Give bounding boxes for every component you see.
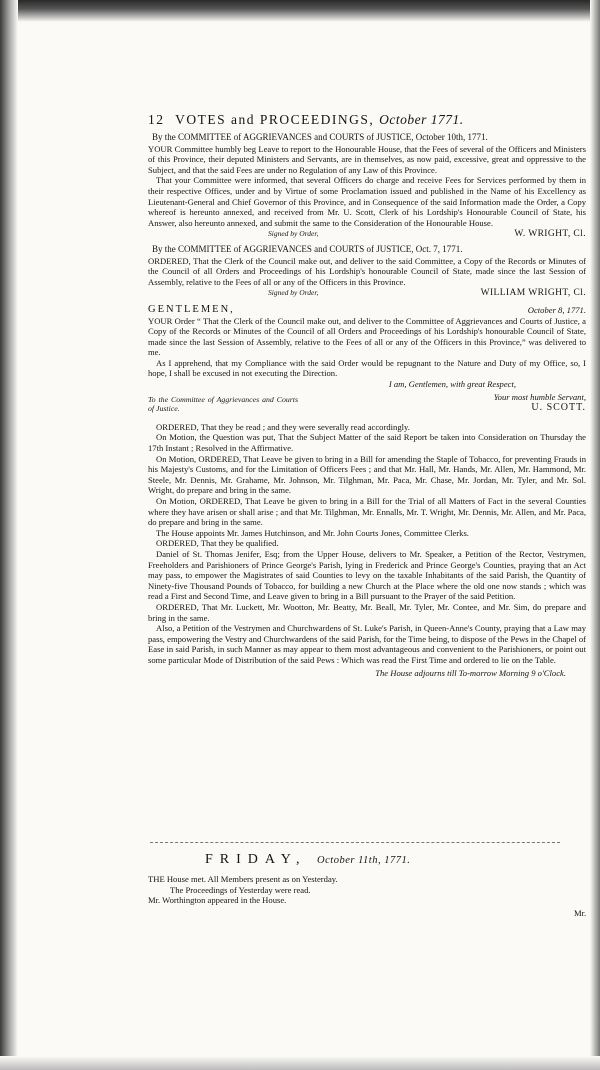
letter-closing-2: Your most humble Servant, xyxy=(493,391,586,402)
friday-body xyxy=(148,874,588,906)
friday-line-1: THE House met. All Members present as on Yesterday. xyxy=(148,874,338,884)
page-date: October 1771. xyxy=(379,112,464,127)
day-name: FRIDAY, xyxy=(205,852,307,867)
proceeding-paragraph: On Motion, ORDERED, That Leave be given to bring in a Bill for amending the Staple of Tobacco, for preventing Frauds in his Majesty's Customs, and for the Limitation of Officers Fees ; and that Mr. Hall, Mr. Hands, Mr. Allen, Mr. Hammond, Mr. Steele, Mr. Dennis, Mr. Grahame, Mr. Johnson, Mr. Tilghman, Mr. Paca, Mr. Chase, Mr. Jordan, Mr. Tyler, and Mr. Sol. Wright, do prepare and bring in the same. xyxy=(148,453,586,496)
letter-signer: U. SCOTT. xyxy=(531,402,586,414)
proceeding-paragraph: The House appoints Mr. James Hutchinson, and Mr. John Courts Jones, Committee Clerks. xyxy=(156,527,469,538)
letter-addressee: To the Committee of Aggrievances and Courts of Justice. xyxy=(148,394,298,414)
signed-by-order: Signed by Order, xyxy=(268,229,319,239)
signed-by-order: Signed by Order, xyxy=(268,288,319,298)
letter-date: October 8, 1771. xyxy=(527,304,586,315)
page-title: VOTES and PROCEEDINGS, xyxy=(175,112,375,127)
proceeding-paragraph: Also, a Petition of the Vestrymen and Churchwardens of St. Luke's Parish, in Queen-Anne's County, praying that a Law may pass, empowering the Vestry and Churchwardens of the said Parish, for the Time being, to dispose of the Pews in the Chapel of Ease in said Parish, in such Manner as may appear to them most advantageous and convenient to the Parishioners, or point out some particular Mode of Distribution of the said Pews : Which was read the First Time and ordered to lie on the Table. xyxy=(148,623,586,665)
page-number: 12 xyxy=(148,112,165,127)
page-edge-bottom xyxy=(0,1056,600,1070)
proceeding-paragraph: ORDERED, That they be qualified. xyxy=(156,538,279,549)
friday-line-3: Mr. Worthington appeared in the House. xyxy=(148,895,287,906)
letter-heading xyxy=(148,305,586,316)
proceeding-paragraph: On Motion, ORDERED, That Leave be given to bring in a Bill for the Trial of all Matters of Fact in the several Counties where they have arisen or shall arise ; and that Mr. Tilghman, Mr. Ennalls, Mr. T. Wright, Mr. Dennis, Mr. Allen, and Mr. Paca, do prepare and bring in the same. xyxy=(148,496,586,528)
catchword: Mr. xyxy=(574,908,587,918)
closing-servant-wrap xyxy=(494,392,586,414)
proceeding-paragraph: Daniel of St. Thomas Jenifer, Esq; from the Upper House, delivers to Mr. Speaker, a Petition of the Rector, Vestrymen, Freeholders and Parishioners of Prince George's Parish, lying in Frederick and Prince George's Counties, praying that an Act may pass, to empower the Magistrates of said Counties to levy on the taxable Inhabitants of the said Parish, the Quantity of Ninety-five Thousand Pounds of Tobacco, for building a new Church at the Place where the old one now stands ; which was read a First and Second Time, and Leave given to bring in a Bill pursuant to the Prayer of the said Petition. xyxy=(148,548,586,602)
letter-paragraph-2: As I apprehend, that my Compliance with the said Order would be repugnant to the Nature and Duty of my Office, so, I hope, I shall be excused in not executing the Direction. xyxy=(148,357,586,379)
proceeding-paragraph: ORDERED, That Mr. Luckett, Mr. Wootton, Mr. Beatty, Mr. Beall, Mr. Tyler, Mr. Contee, and Mr. Sim, do prepare and bring in the same. xyxy=(148,601,586,623)
signer-name: W. WRIGHT, Cl. xyxy=(514,229,586,240)
page-edge-top xyxy=(0,0,600,22)
signer-name: WILLIAM WRIGHT, Cl. xyxy=(480,288,586,299)
letter-address-block xyxy=(148,392,586,414)
report-paragraph-2: That your Committee were informed, that several Officers do charge and receive Fees for Services performed by them in their respective Offices, under and by Virtue of some Proclamation issued and published in the Name of his Excellency as Lieutenant-General and Chief Governor of this Province, and in Consequence of the said Information made the Order, a Copy whereof is hereunto annexed, and received from Mr. U. Scott, Clerk of his Lordship's Honourable Council of State, his Answer, also hereunto annexed, and submit the same to the Consideration of the Honourable House. xyxy=(148,175,586,228)
salutation: GENTLEMEN, xyxy=(148,303,235,315)
signature-block-1 xyxy=(148,229,586,240)
signature-block-2 xyxy=(148,288,586,299)
committee-heading-1: By the COMMITTEE of AGGRIEVANCES and COURTS of JUSTICE, October 10th, 1771. xyxy=(152,132,488,142)
day-date: October 11th, 1771. xyxy=(317,855,411,866)
proceeding-paragraph: ORDERED, That they be read ; and they were severally read accordingly. xyxy=(156,421,410,432)
page-header xyxy=(148,112,586,128)
order-paragraph: ORDERED, That the Clerk of the Council make out, and deliver to the said Committee, a Copy of the Records or Minutes of the Council of all Orders and Proceedings of his Lordship's honourable Council of State, made since the last Session of Assembly, relative to the Fees of all or any of the Officers in this Province. xyxy=(148,255,586,287)
section-divider xyxy=(150,842,560,843)
friday-line-2: The Proceedings of Yesterday were read. xyxy=(170,884,311,895)
main-column xyxy=(148,112,586,678)
proceeding-paragraph: On Motion, the Question was put, That the Subject Matter of the said Report be taken into Consideration on Thursday the 17th Instant ; Resolved in the Affirmative. xyxy=(148,432,586,454)
committee-heading-2: By the COMMITTEE of AGGRIEVANCES and COURTS of JUSTICE, Oct. 7, 1771. xyxy=(152,243,463,254)
page-edge-left xyxy=(0,0,18,1070)
report-paragraph-1: YOUR Committee humbly beg Leave to report to the Honourable House, that the Fees of several of the Officers and Ministers of this Province, their deputed Ministers and Servants, are in themselves, as now paid, excessive, great and oppressive to the Subject, and that the said Fees are under no Regulation of any Law of this Province. xyxy=(148,143,586,175)
friday-heading xyxy=(205,852,585,868)
letter-closing-1: I am, Gentlemen, with great Respect, xyxy=(388,379,516,390)
adjournment-line: The House adjourns till To-morrow Morning 9 o'Clock. xyxy=(375,667,566,678)
letter-paragraph-1: YOUR Order “ That the Clerk of the Council make out, and deliver to the Committee of Aggrievances and Courts of Justice, a Copy of the Records or Minutes of the Council of all Orders and Proceedings of his Lordship's honourable Council of State, made since the last Session of Assembly, relative to the Fees of all or any of the Officers in this Province,” was delivered to me. xyxy=(148,315,586,358)
page-edge-right xyxy=(590,0,600,1070)
